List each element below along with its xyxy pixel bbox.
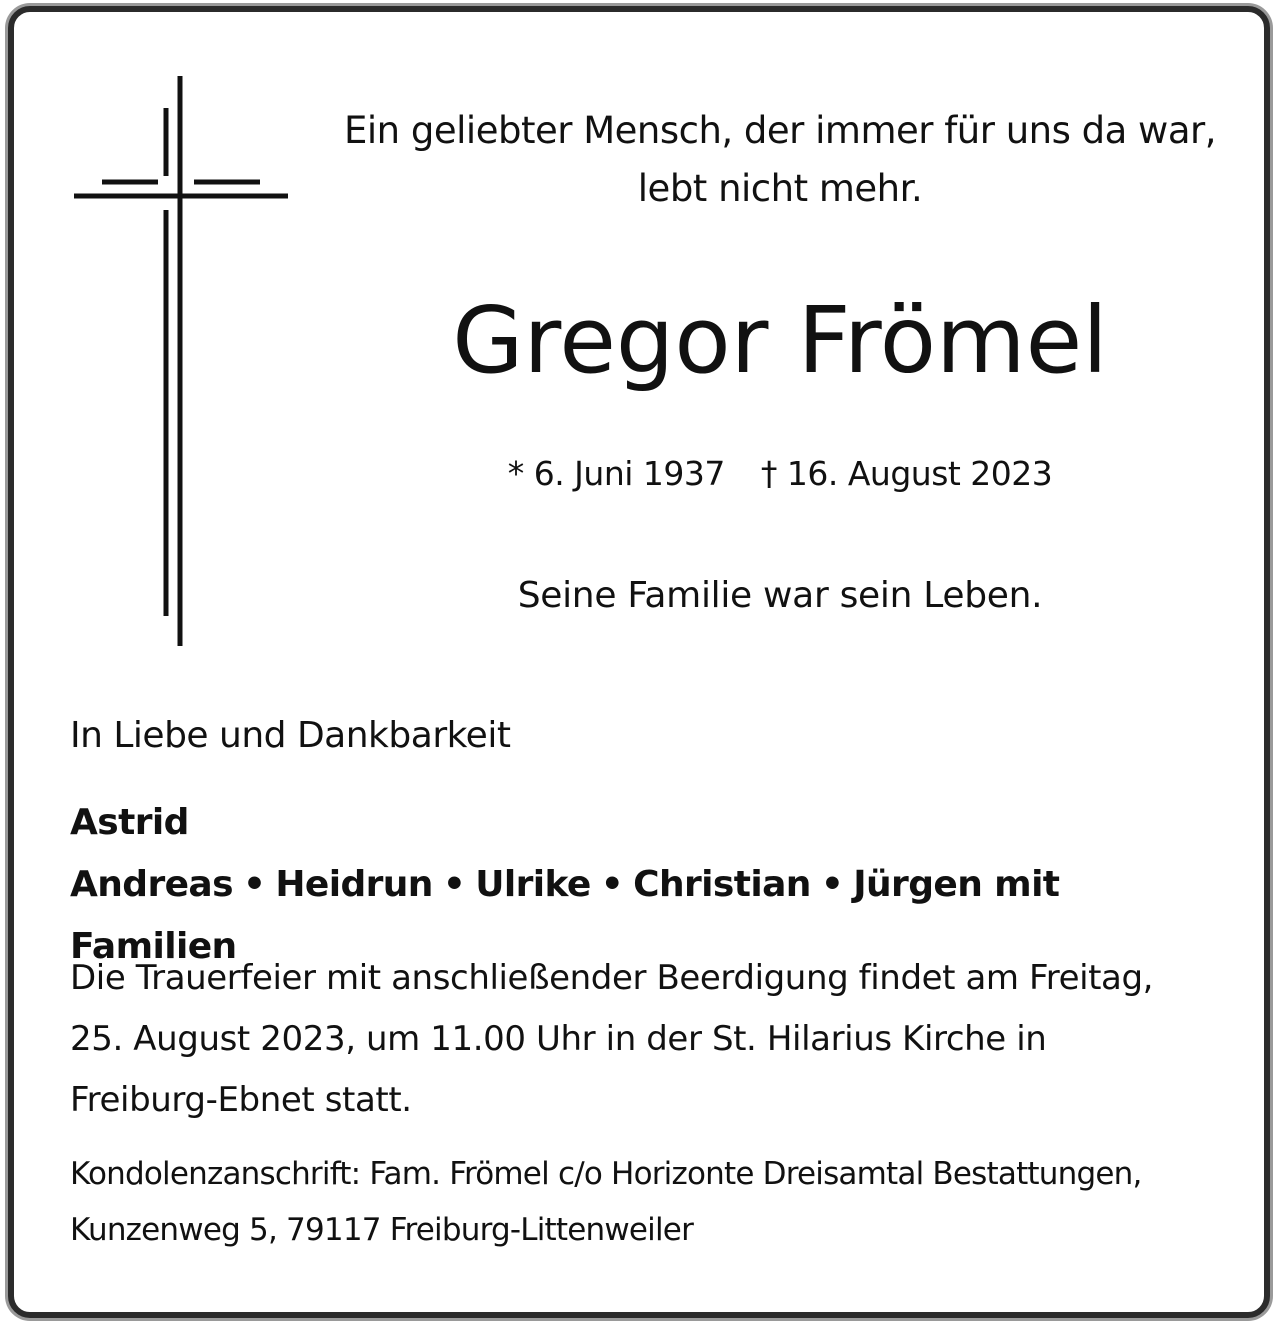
cross-icon [72,76,292,648]
intro-line-2: lebt nicht mehr. [637,167,923,210]
ceremony-info [70,948,1220,1131]
separator-dot: • [820,864,844,905]
ceremony-line-3: Freiburg-Ebnet statt. [70,1080,412,1120]
condolence-address [70,1146,1230,1258]
intro-text [330,102,1230,218]
ceremony-line-1: Die Trauerfeier mit anschließender Beerdigung findet am Freitag, [70,958,1154,998]
intro-line-1: Ein geliebter Mensch, der immer für uns da war, [344,109,1216,152]
address-line-1: Kondolenzanschrift: Fam. Frömel c/o Horizonte Dreisamtal Bestattungen, [70,1156,1142,1192]
family-line-1: Astrid [70,802,189,843]
family-member: Andreas [70,864,233,905]
separator-dot: • [442,864,466,905]
separator-dot: • [600,864,624,905]
thanks-line: In Liebe und Dankbarkeit [70,715,511,756]
family-member: Jürgen mit Familien [70,864,1060,967]
family-member: Christian [633,864,811,905]
family-member: Ulrike [475,864,591,905]
life-dates [380,452,1180,496]
death-date: † 16. August 2023 [760,454,1053,493]
motto: Seine Familie war sein Leben. [517,575,1043,616]
separator-dot: • [242,864,266,905]
family-member: Heidrun [275,864,433,905]
ceremony-line-2: 25. August 2023, um 11.00 Uhr in der St. Hilarius Kirche in [70,1019,1047,1059]
address-line-2: Kunzenweg 5, 79117 Freiburg-Littenweiler [70,1212,694,1248]
birth-date: * 6. Juni 1937 [507,454,725,493]
deceased-name: Gregor Frömel [452,287,1108,394]
